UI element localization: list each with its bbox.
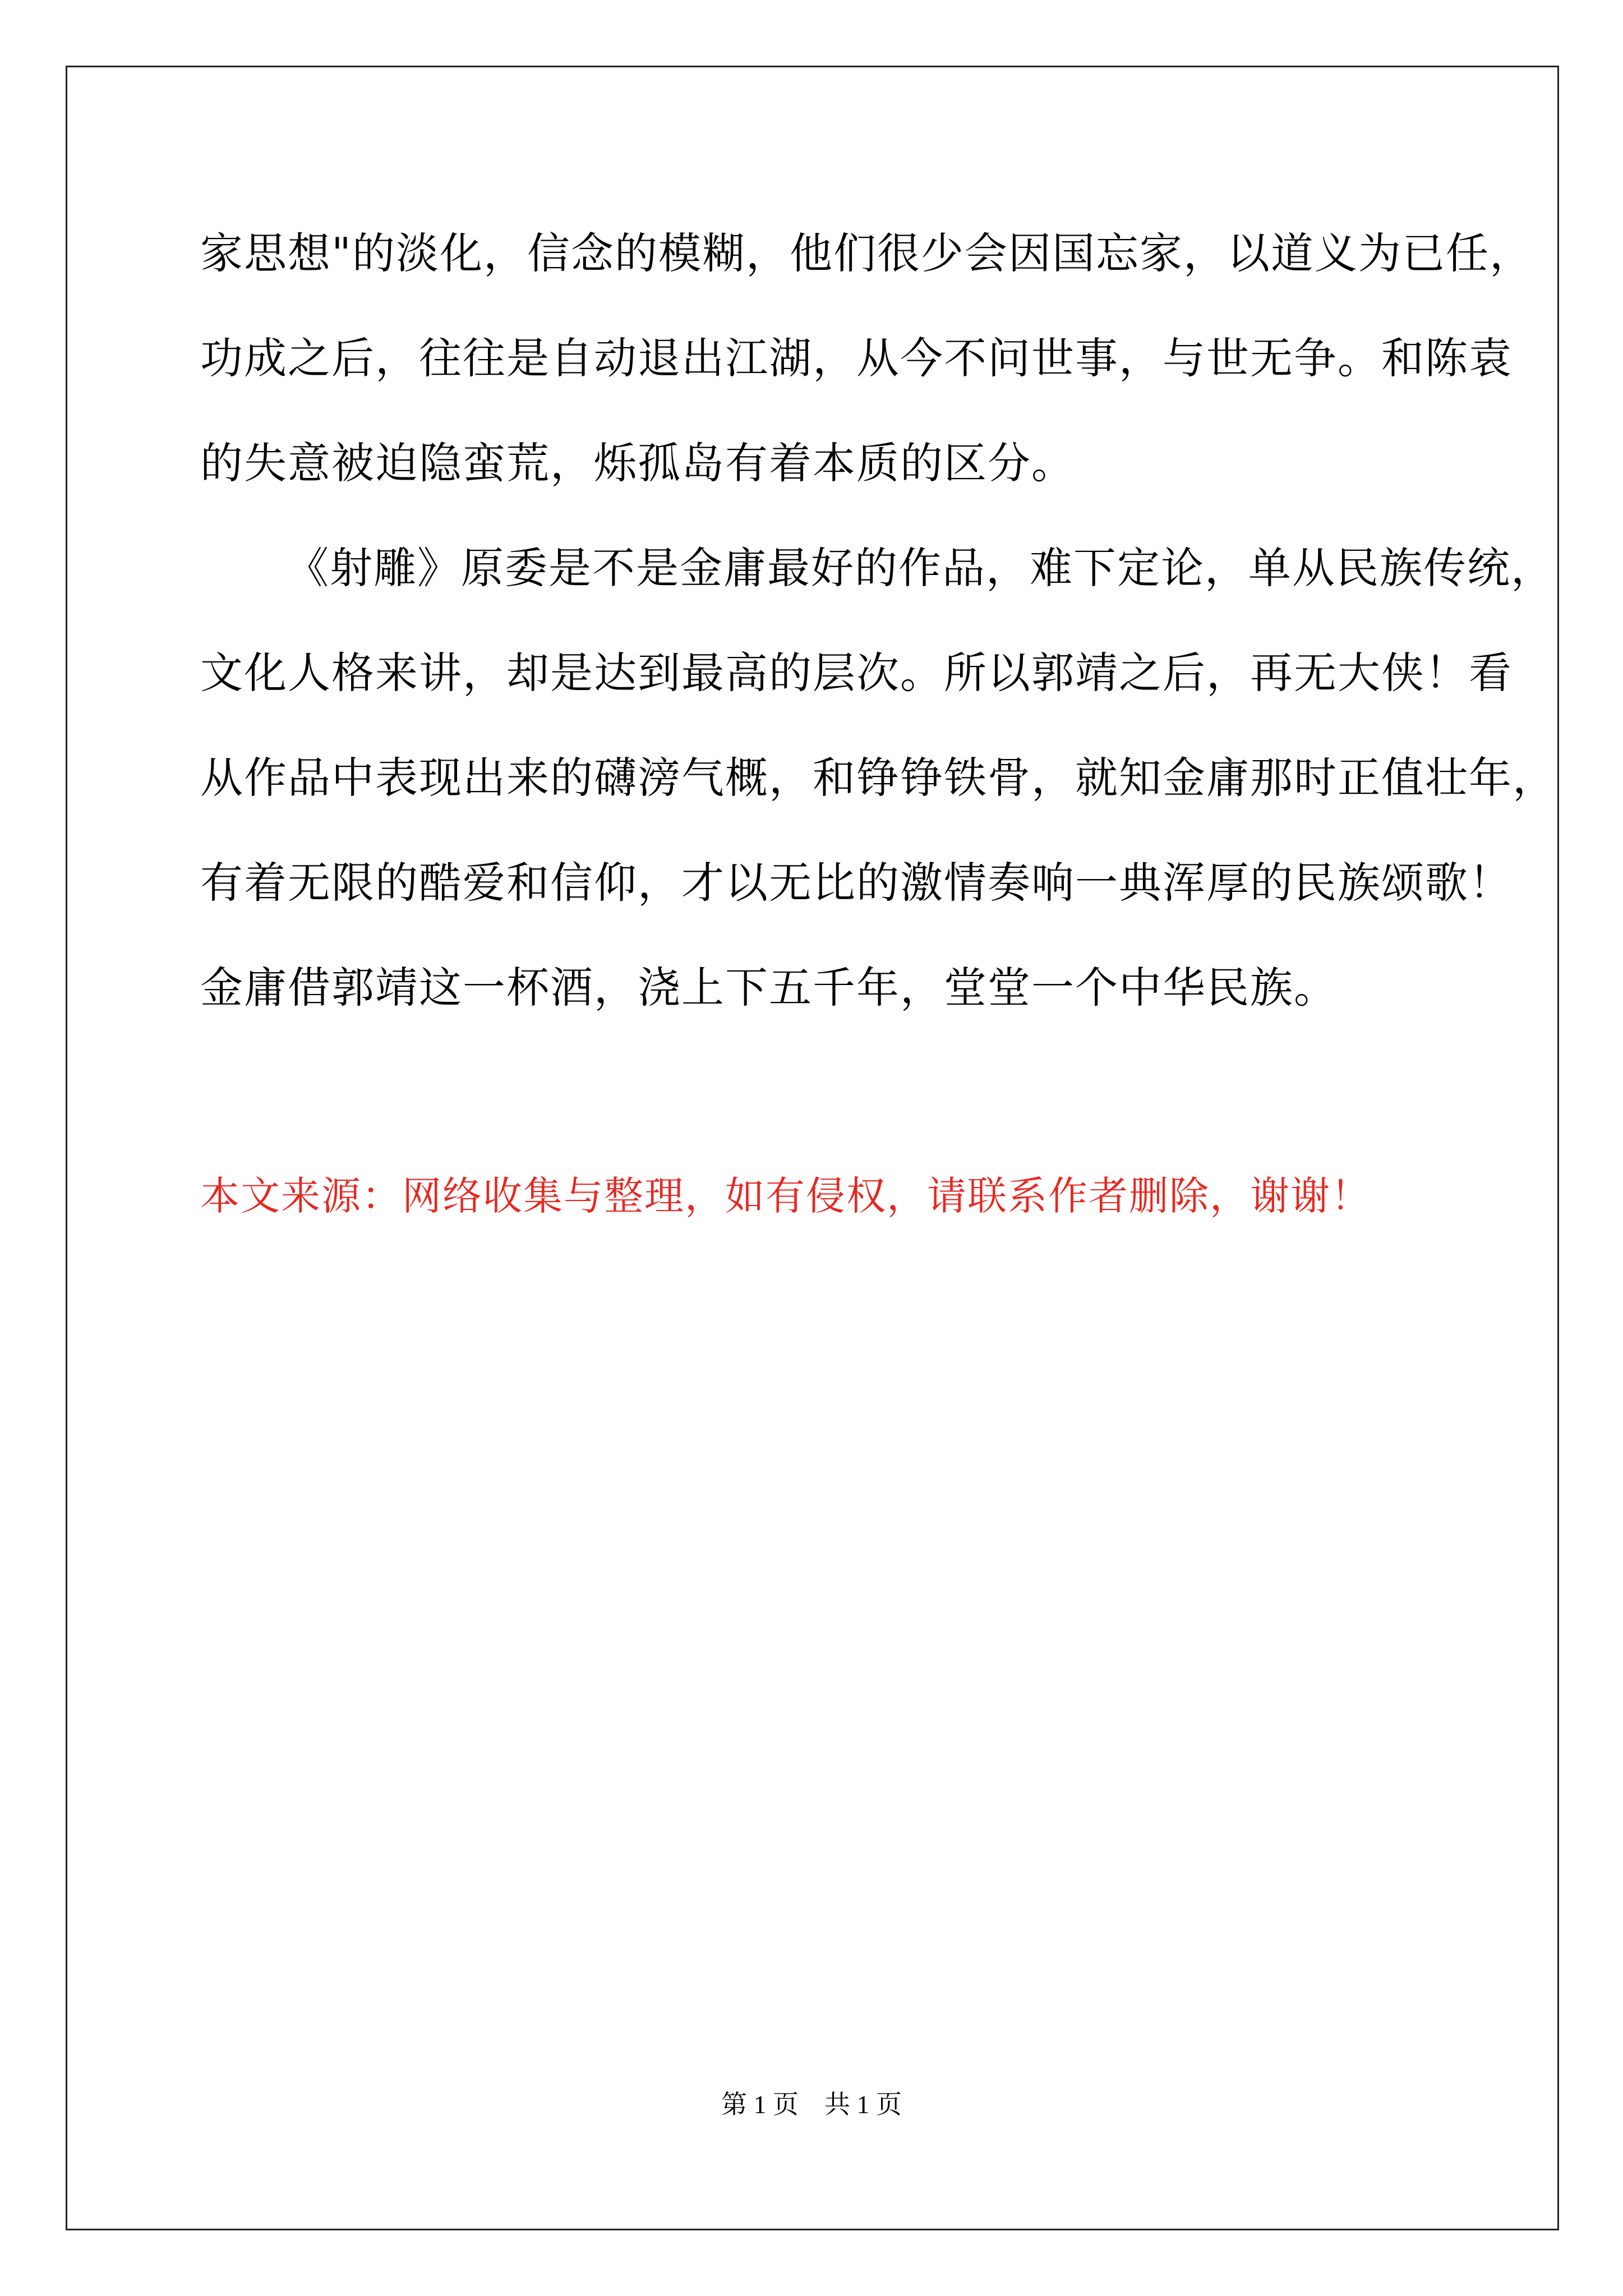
page-border bbox=[66, 66, 1559, 2230]
body-text-line-7: 有着无限的酷爱和信仰，才以无比的激情奏响一典浑厚的民族颂歌！ bbox=[200, 858, 1513, 908]
body-text-line-8: 金庸借郭靖这一杯酒，浇上下五千年，堂堂一个中华民族。 bbox=[200, 963, 1338, 1013]
page-number-footer: 第 1 页 共 1 页 bbox=[721, 2090, 902, 2119]
body-text-line-1: 家思想"的淡化，信念的模糊，他们很少会因国忘家，以道义为已任， bbox=[200, 228, 1533, 278]
body-text-line-5: 文化人格来讲，却是达到最高的层次。所以郭靖之后，再无大侠！看 bbox=[200, 648, 1513, 698]
body-text-line-2: 功成之后，往往是自动退出江湖，从今不问世事，与世无争。和陈袁 bbox=[200, 333, 1513, 383]
body-text-line-4: 《射雕》原委是不是金庸最好的作品，难下定论，单从民族传统， bbox=[286, 543, 1555, 593]
source-note: 本文来源：网络收集与整理，如有侵权，请联系作者删除，谢谢！ bbox=[200, 1173, 1371, 1219]
body-text-line-3: 的失意被迫隐蛮荒，烁孤岛有着本质的区分。 bbox=[200, 438, 1075, 488]
body-text-line-6: 从作品中表现出来的礴滂气概，和铮铮铁骨，就知金庸那时正值壮年， bbox=[200, 753, 1556, 803]
